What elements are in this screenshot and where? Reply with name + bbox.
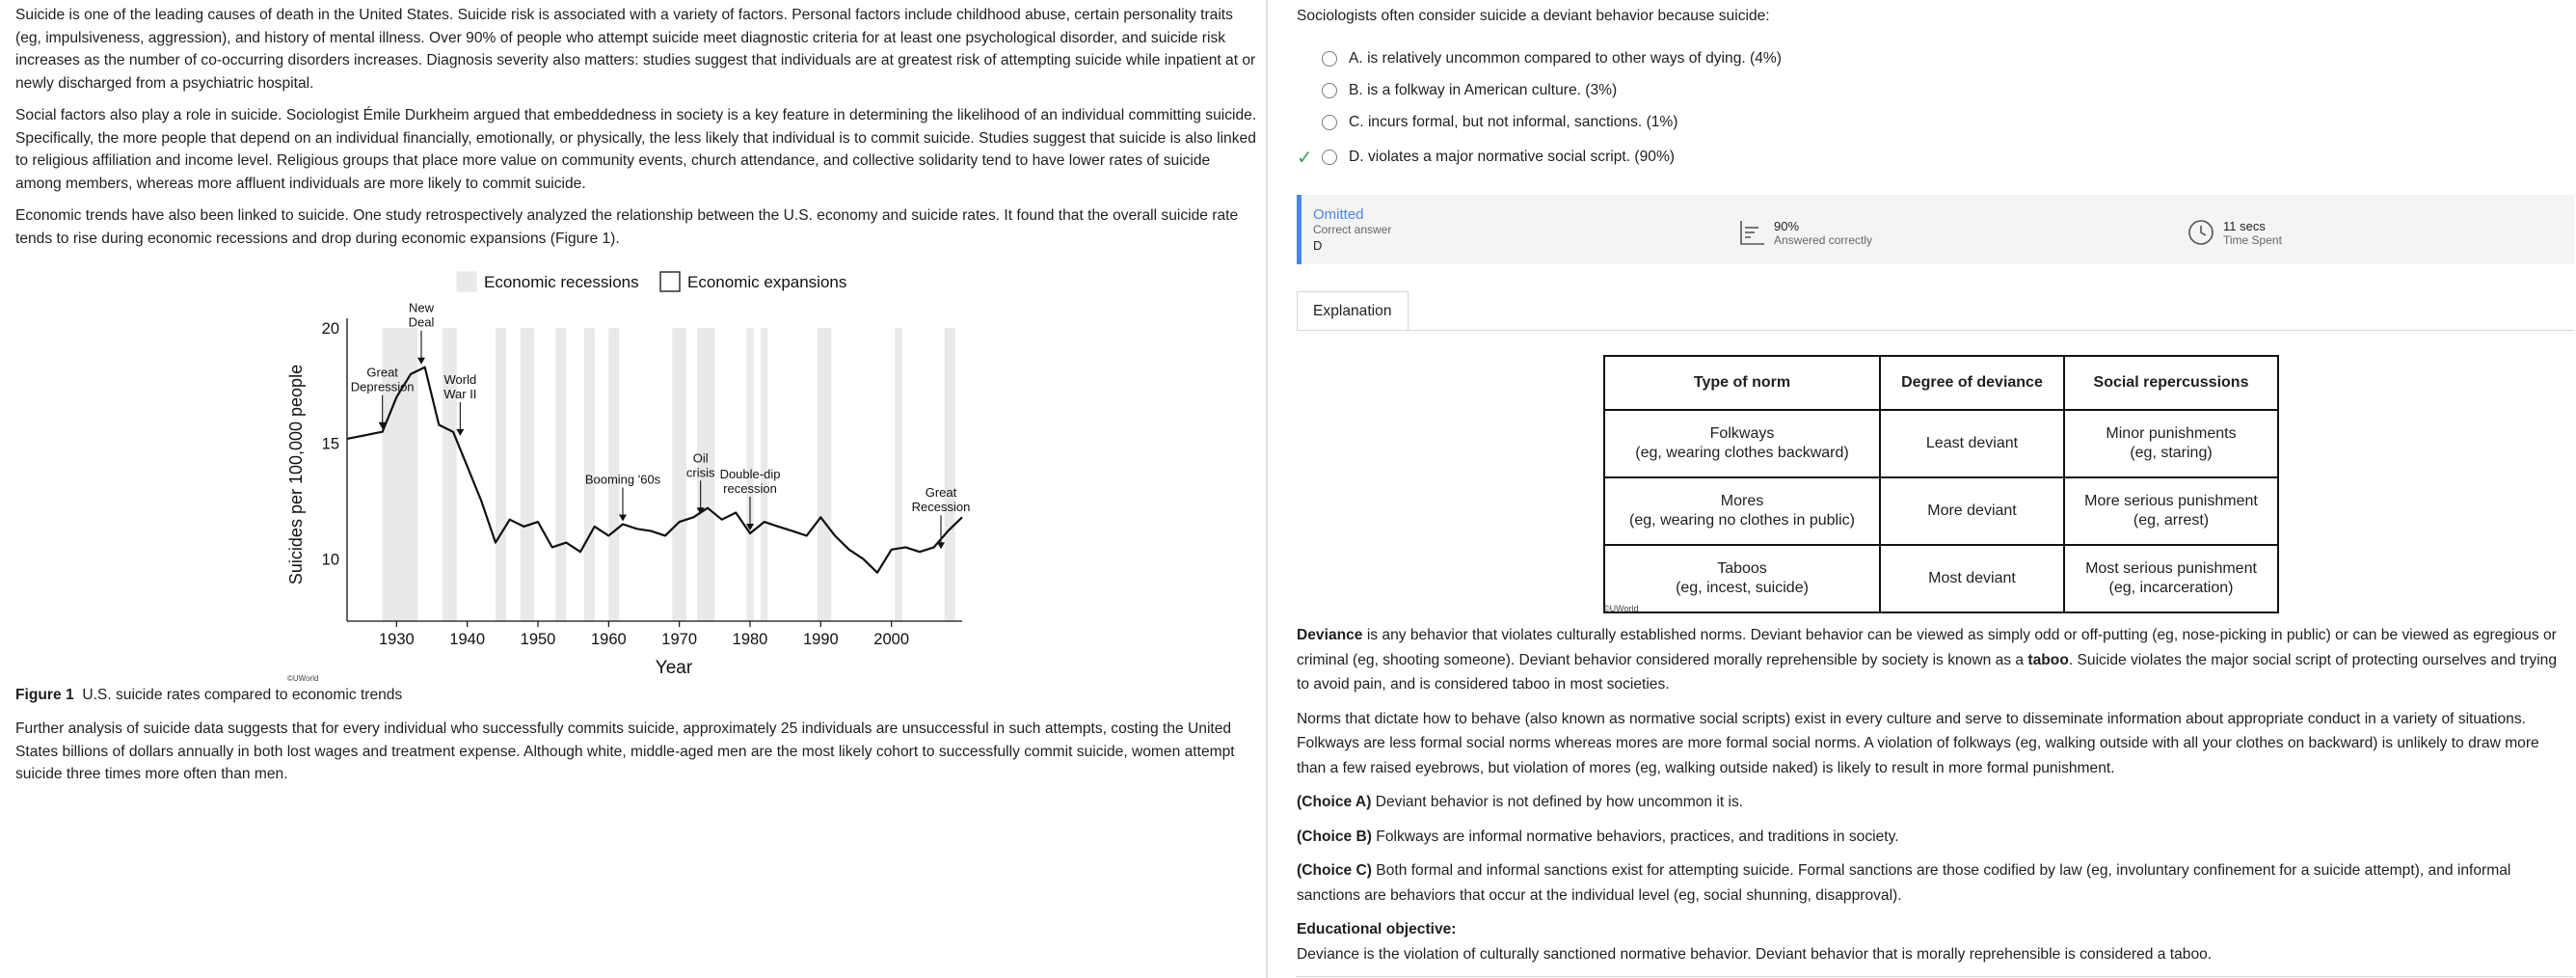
annotation-arrowhead (937, 542, 945, 549)
y-axis-label: Suicides per 100,000 people (286, 364, 306, 585)
choice-c-radio[interactable] (1322, 115, 1337, 130)
annotation-arrowhead (619, 514, 627, 521)
choice-c-explanation (1297, 858, 2560, 908)
choice-c-percent: (1%) (1646, 114, 1678, 130)
figure-label: Figure 1 (15, 687, 74, 703)
choice-b-letter: B. (1349, 82, 1363, 98)
legend-label: Economic expansions (687, 273, 847, 291)
table-row (1604, 477, 2278, 545)
annotation-label: Great (366, 365, 398, 380)
objective-text: Deviance is the violation of culturally sanctioned normative behavior. Deviant behavior that is morally reprehensible is considered a taboo. (1297, 945, 2213, 963)
x-tick-label: 1940 (449, 631, 486, 648)
explanation-text-run: . Suicide violates the major social script of protecting ourselves and trying to avoid pain, and is considered taboo in most societies. (1297, 651, 2558, 693)
y-tick-label: 20 (321, 320, 339, 338)
explanation-paragraph-1 (1297, 623, 2560, 697)
passage-text (15, 4, 1259, 259)
y-tick-label: 15 (321, 435, 339, 453)
choice-d-percent: (90%) (1634, 149, 1676, 165)
x-tick-label: 1970 (661, 631, 698, 648)
annotation-label: Recession (911, 500, 971, 515)
annotation-label: Great (925, 485, 957, 501)
time-spent-label: Time Spent (2223, 232, 2282, 247)
choice-c-label: (Choice C) (1297, 862, 1372, 879)
x-tick-label: 1930 (378, 631, 415, 648)
choice-d-text: violates a major normative social script. (1367, 149, 1631, 165)
choice-c-letter: C. (1349, 114, 1364, 130)
stats-bar (1297, 195, 2574, 264)
choice-a-letter: A. (1349, 50, 1363, 67)
table-header-row (1604, 356, 2278, 410)
choice-b-label: (Choice B) (1297, 828, 1372, 845)
chart-copyright: ©UWorld (287, 674, 319, 683)
choice-c[interactable] (1322, 110, 1678, 135)
legend-label: Economic recessions (484, 273, 639, 291)
cell-line: Least deviant (1925, 435, 2019, 451)
table-header: Social repercussions (2064, 356, 2278, 410)
annotation-label: War II (443, 386, 477, 401)
annotation-arrowhead (456, 429, 464, 436)
choice-a-radio[interactable] (1322, 51, 1337, 67)
x-tick-label: 1950 (520, 631, 556, 648)
correct-answer-label: Correct answer (1313, 223, 1392, 236)
passage-paragraph-4: Further analysis of suicide data suggests that for every individual who successfully commits suicide, approximately 25 individuals are unsuccessful in such attempts, costing the United States billions of dollars annually in both lost wages and treatment expense. Although white, middle-aged men are the most likely cohort to successfully commit suicide, women attempt suicide three times more often than men. (15, 720, 1235, 782)
annotation-label: Deal (408, 314, 435, 330)
cell-line: Mores (1720, 493, 1764, 509)
annotation-label: Depression (350, 379, 415, 394)
passage-paragraph-1: Suicide is one of the leading causes of death in the United States. Suicide risk is associated with a variety of factors. Personal factors include childhood abuse, certain personality traits (eg, impulsiveness, aggression), and history of mental illness. Over 90% of people who attempt suicide meet diagnostic criteria for at least one psychological disorder, and suicide risk increases as the number of co-occurring disorders increases. Diagnosis severity also matters: studies suggest that individuals are at greatest risk of attempting suicide while inpatient at or newly discharged from a psychiatric hospital. (15, 7, 1256, 92)
cell-line: Folkways (1709, 425, 1775, 442)
recession-band (555, 328, 566, 621)
table-cell (1604, 410, 1880, 477)
recession-band (818, 328, 832, 621)
bottom-divider (1297, 976, 2574, 977)
cell-line: (eg, wearing clothes backward) (1635, 445, 1849, 461)
passage-paragraph-3: Economic trends have also been linked to suicide. One study retrospectively analyzed the relationship between the U.S. economy and suicide rates. It found that the overall suicide rate tends to rise during economic recessions and drop during economic expansions (Figure 1). (15, 207, 1239, 247)
legend-swatch-recession (457, 272, 476, 291)
bar-chart-icon (1737, 218, 1766, 247)
choice-a[interactable] (1322, 46, 1782, 71)
choice-a-rationale: Deviant behavior is not defined by how uncommon it is. (1371, 794, 1744, 810)
choice-b[interactable] (1322, 78, 1617, 103)
cell-line: (eg, staring) (2130, 445, 2213, 461)
table-header: Type of norm (1604, 356, 1880, 410)
question-pane (1268, 0, 2576, 978)
percent-correct-value: 90% (1774, 218, 1800, 233)
cell-line: (eg, wearing no clothes in public) (1629, 512, 1855, 529)
taboo-term: taboo (2027, 651, 2069, 668)
x-tick-label: 2000 (873, 631, 910, 648)
choice-b-radio[interactable] (1322, 83, 1337, 98)
table-cell (1604, 477, 1880, 545)
explanation-text (1297, 623, 2560, 976)
correct-answer-value: D (1313, 238, 1323, 253)
annotation-label: Oil (692, 450, 709, 466)
table-cell (2064, 477, 2278, 545)
choice-d-radio[interactable] (1322, 149, 1337, 165)
cell-line: (eg, arrest) (2133, 512, 2210, 529)
cell-line: Minor punishments (2106, 425, 2237, 442)
choice-d-letter: D. (1349, 149, 1364, 165)
figure-caption (15, 687, 402, 704)
recession-band (672, 328, 686, 621)
deviance-term: Deviance (1297, 627, 1363, 643)
cell-line: Most serious punishment (2085, 560, 2257, 577)
cell-line: More serious punishment (2084, 493, 2258, 509)
omitted-stat (1313, 206, 1391, 253)
choice-a-explanation (1297, 790, 2560, 815)
explanation-text-run: is any behavior that violates culturally established norms. Deviant behavior can be viewed as simply odd or off-putting (eg, nose-picking in public) or can be viewed as egregious or criminal (eg, shooting someone). Deviant behavior considered morally reprehensible by society is known as a (1297, 627, 2557, 668)
choice-c-rationale: Both formal and informal sanctions exist for attempting suicide. Formal sanctions are those codified by law (eg, involuntary confinement for a suicide attempt), and informal sanctions are behaviors that occur at the individual level (eg, social shunning, disapproval). (1297, 862, 2511, 904)
table-copyright: ©UWorld (1603, 604, 1639, 613)
percent-correct-label: Answered correctly (1774, 232, 1873, 247)
objective-heading (1297, 917, 2560, 942)
x-tick-label: 1960 (590, 631, 627, 648)
choice-b-explanation (1297, 825, 2560, 850)
recession-band (945, 328, 955, 621)
recession-band (521, 328, 535, 621)
table-header: Degree of deviance (1880, 356, 2064, 410)
choice-c-text: incurs formal, but not informal, sanctions. (1367, 114, 1643, 130)
table-cell (1880, 477, 2064, 545)
annotation-label: New (408, 300, 435, 315)
annotation-label: Double-dip (719, 467, 781, 482)
table-row (1604, 545, 2278, 612)
cell-line: Taboos (1717, 560, 1767, 577)
table-cell (1880, 410, 2064, 477)
suicide-rate-line (347, 367, 962, 573)
time-spent-value: 11 secs (2223, 218, 2266, 233)
objective-label: Educational objective: (1297, 921, 1457, 937)
tab-underline (1297, 330, 2574, 331)
y-tick-label: 10 (321, 551, 339, 569)
table-cell (1604, 545, 1880, 612)
x-axis-label: Year (655, 658, 693, 678)
cell-line: (eg, incest, suicide) (1676, 580, 1809, 596)
tab-explanation[interactable]: Explanation (1297, 291, 1409, 330)
annotation-label: crisis (685, 465, 715, 480)
cell-line: (eg, incarceration) (2108, 580, 2234, 596)
omitted-status: Omitted (1313, 206, 1364, 223)
table-cell (1880, 545, 2064, 612)
passage-paragraph-2: Social factors also play a role in suicide. Sociologist Émile Durkheim argued that embeddedness in society is a key feature in determining the likelihood of an individual committing suicide. Specifically, the more people that depend on an individual financially, emotionally, or physically, the less likely that individual is to commit suicide. Studies suggest that suicide is also linked to religious affiliation and income level. Religious groups that place more value on community events, church attendance, and collective solidarity tend to have lower rates of suicide among members, whereas more affluent individuals are more likely to commit suicide. (15, 107, 1257, 192)
explanation-paragraph-2: Norms that dictate how to behave (also known as normative social scripts) exist in every culture and serve to disseminate information about appropriate conduct in a variety of situations. Folkways are less formal social norms whereas mores are more formal social norms. A violation of folkways (eg, walking outside with all your clothes on backward) is unlikely to draw more than a few raised eyebrows, but violation of mores (eg, walking outside naked) is likely to result in more formal punishment. (1297, 710, 2539, 776)
correct-check-icon: ✓ (1297, 147, 1313, 169)
x-tick-label: 1990 (802, 631, 839, 648)
table-cell (2064, 545, 2278, 612)
x-tick-label: 1980 (732, 631, 768, 648)
choice-b-percent: (3%) (1585, 82, 1618, 98)
choice-a-label: (Choice A) (1297, 794, 1372, 810)
percent-correct-stat (1737, 218, 1872, 247)
recession-band (496, 328, 506, 621)
norms-table (1603, 355, 2279, 613)
annotation-label: World (443, 371, 477, 387)
choice-b-rationale: Folkways are informal normative behaviors, practices, and traditions in society. (1371, 828, 1899, 845)
table-row (1604, 410, 2278, 477)
figure-1-chart (270, 253, 983, 687)
choice-d[interactable] (1322, 145, 1675, 170)
question-stem: Sociologists often consider suicide a deviant behavior because suicide: (1297, 8, 1770, 24)
annotation-label: Booming '60s (584, 472, 661, 487)
chart-svg (270, 253, 983, 687)
passage-text-2 (15, 718, 1259, 786)
time-spent-stat (2187, 218, 2282, 247)
choice-a-percent: (4%) (1750, 50, 1782, 67)
table-cell (2064, 410, 2278, 477)
legend-swatch-expansion (660, 272, 680, 291)
clock-icon (2187, 218, 2215, 247)
passage-pane (0, 0, 1266, 978)
cell-line: More deviant (1927, 503, 2017, 519)
choice-b-text: is a folkway in American culture. (1367, 82, 1581, 98)
cell-line: Most deviant (1928, 570, 2016, 586)
annotation-arrowhead (417, 358, 425, 365)
annotation-label: recession (723, 481, 777, 497)
choice-a-text: is relatively uncommon compared to other ways of dying. (1367, 50, 1746, 67)
recession-band (895, 328, 901, 621)
figure-caption-text: U.S. suicide rates compared to economic trends (82, 687, 403, 703)
